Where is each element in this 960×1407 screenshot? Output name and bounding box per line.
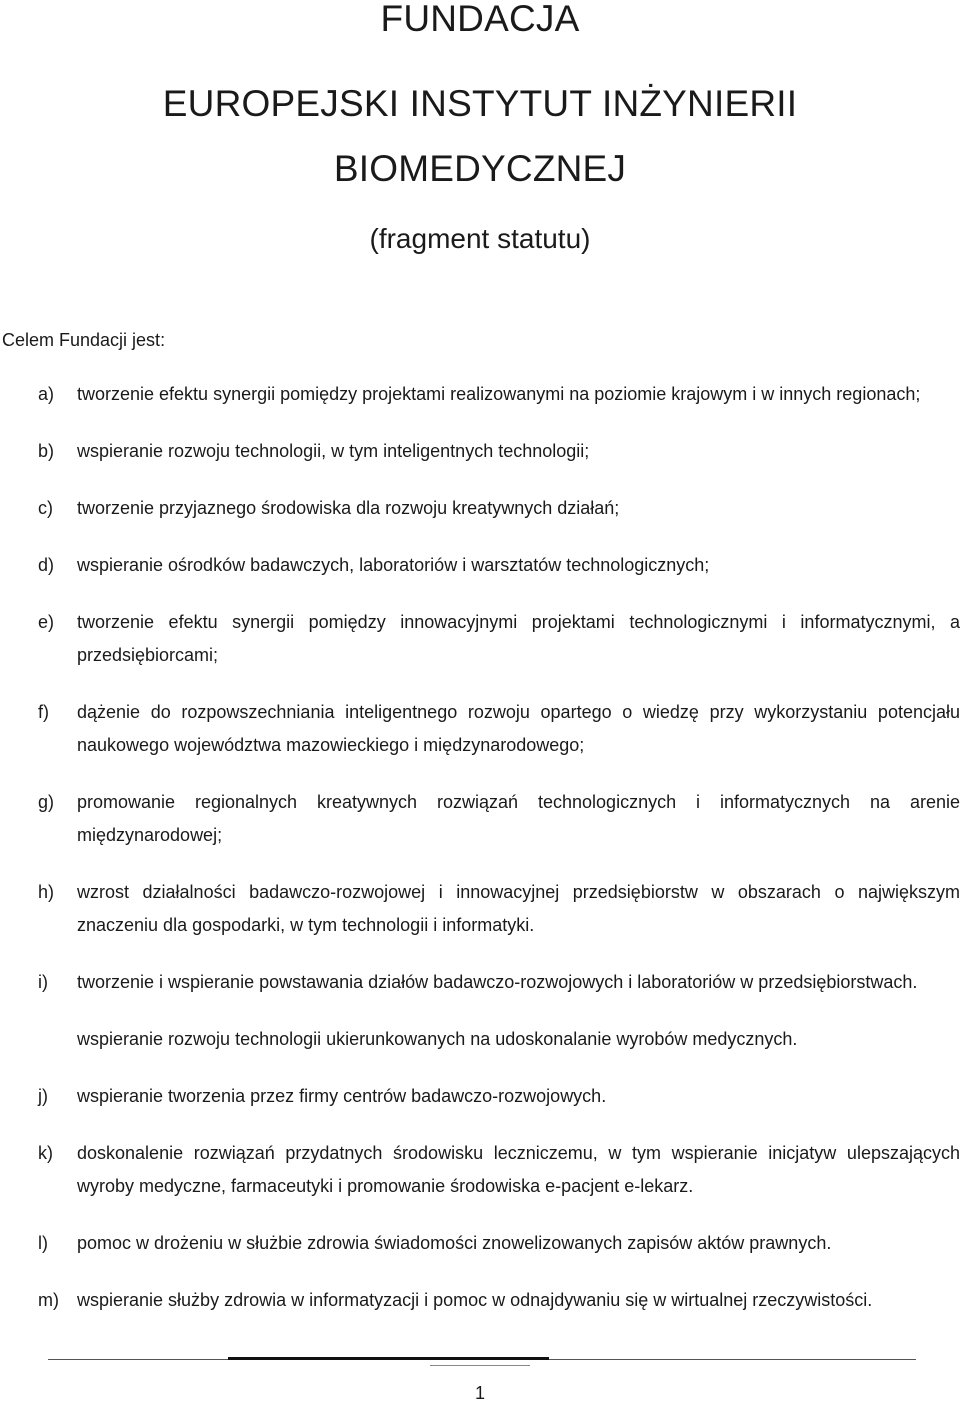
list-item bbox=[0, 786, 960, 852]
list-item bbox=[0, 492, 960, 525]
list-item bbox=[0, 606, 960, 672]
page-number: 1 bbox=[474, 1383, 485, 1403]
list-item-marker: l) bbox=[38, 1233, 48, 1253]
list-item-text: tworzenie efektu synergii pomiędzy innowacyjnymi projektami technologicznymi i informatycznymi, a przedsiębiorcami; bbox=[77, 612, 960, 665]
list-item bbox=[0, 1227, 960, 1260]
list-item-text: tworzenie efektu synergii pomiędzy projektami realizowanymi na poziomie krajowym i w innych regionach; bbox=[77, 384, 921, 404]
document-title-line2: EUROPEJSKI INSTYTUT INŻYNIERII bbox=[162, 83, 798, 124]
list-item-marker: m) bbox=[38, 1290, 59, 1310]
list-item-text: wspieranie ośrodków badawczych, laboratoriów i warsztatów technologicznych; bbox=[77, 555, 710, 575]
footer-divider-accent bbox=[228, 1357, 549, 1360]
list-item-text: wspieranie rozwoju technologii ukierunkowanych na udoskonalanie wyrobów medycznych. bbox=[77, 1029, 798, 1049]
list-item-marker: i) bbox=[38, 972, 48, 992]
list-item-text: promowanie regionalnych kreatywnych rozwiązań technologicznych i informatycznych na arenie międzynarodowej; bbox=[77, 792, 960, 845]
list-item-marker: b) bbox=[38, 441, 55, 461]
list-item-text: tworzenie i wspieranie powstawania działów badawczo-rozwojowych i laboratoriów w przedsiębiorstwach. bbox=[77, 972, 918, 992]
list-item bbox=[0, 696, 960, 762]
list-item-text: wspieranie tworzenia przez firmy centrów badawczo-rozwojowych. bbox=[77, 1086, 607, 1106]
list-item-marker: j) bbox=[38, 1086, 48, 1106]
list-item-marker: c) bbox=[38, 498, 53, 518]
list-item bbox=[0, 549, 960, 582]
list-item-text: tworzenie przyjaznego środowiska dla rozwoju kreatywnych działań; bbox=[77, 498, 620, 518]
document-subtitle: (fragment statutu) bbox=[369, 223, 591, 254]
footer-divider-short bbox=[430, 1365, 530, 1366]
list-item-text: doskonalenie rozwiązań przydatnych środowisku leczniczemu, w tym wspieranie inicjatyw ulepszających wyroby medyczne, farmaceutyki i promowanie środowiska e-pacjent e-lekarz. bbox=[77, 1143, 960, 1196]
list-item bbox=[0, 435, 960, 468]
list-item-marker: k) bbox=[38, 1143, 53, 1163]
list-item-text: wspieranie służby zdrowia w informatyzacji i pomoc w odnajdywaniu się w wirtualnej rzeczywistości. bbox=[77, 1290, 873, 1310]
goals-list bbox=[0, 378, 960, 1341]
list-item-text: wzrost działalności badawczo-rozwojowej i innowacyjnej przedsiębiorstw w obszarach o największym znaczeniu dla gospodarki, w tym technologii i informatyki. bbox=[77, 882, 960, 935]
intro-text: Celem Fundacji jest: bbox=[2, 330, 166, 350]
list-item-marker: f) bbox=[38, 702, 49, 722]
list-item bbox=[0, 876, 960, 942]
document-title-line1: FUNDACJA bbox=[380, 0, 580, 39]
list-item-text: wspieranie rozwoju technologii, w tym inteligentnych technologii; bbox=[77, 441, 590, 461]
list-item-text: pomoc w drożeniu w służbie zdrowia świadomości znowelizowanych zapisów aktów prawnych. bbox=[77, 1233, 832, 1253]
list-item bbox=[0, 1284, 960, 1317]
document-title-line3: BIOMEDYCZNEJ bbox=[333, 148, 627, 189]
list-item-marker: d) bbox=[38, 555, 55, 575]
list-item-marker: g) bbox=[38, 792, 55, 812]
list-item bbox=[0, 1023, 960, 1056]
list-item bbox=[0, 1080, 960, 1113]
list-item bbox=[0, 378, 960, 411]
list-item bbox=[0, 1137, 960, 1203]
list-item-marker: a) bbox=[38, 384, 55, 404]
list-item bbox=[0, 966, 960, 999]
list-item-marker: h) bbox=[38, 882, 55, 902]
list-item-text: dążenie do rozpowszechniania inteligentnego rozwoju opartego o wiedzę przy wykorzystaniu potencjału naukowego województwa mazowieckiego i międzynarodowego; bbox=[77, 702, 960, 755]
list-item-marker: e) bbox=[38, 612, 55, 632]
